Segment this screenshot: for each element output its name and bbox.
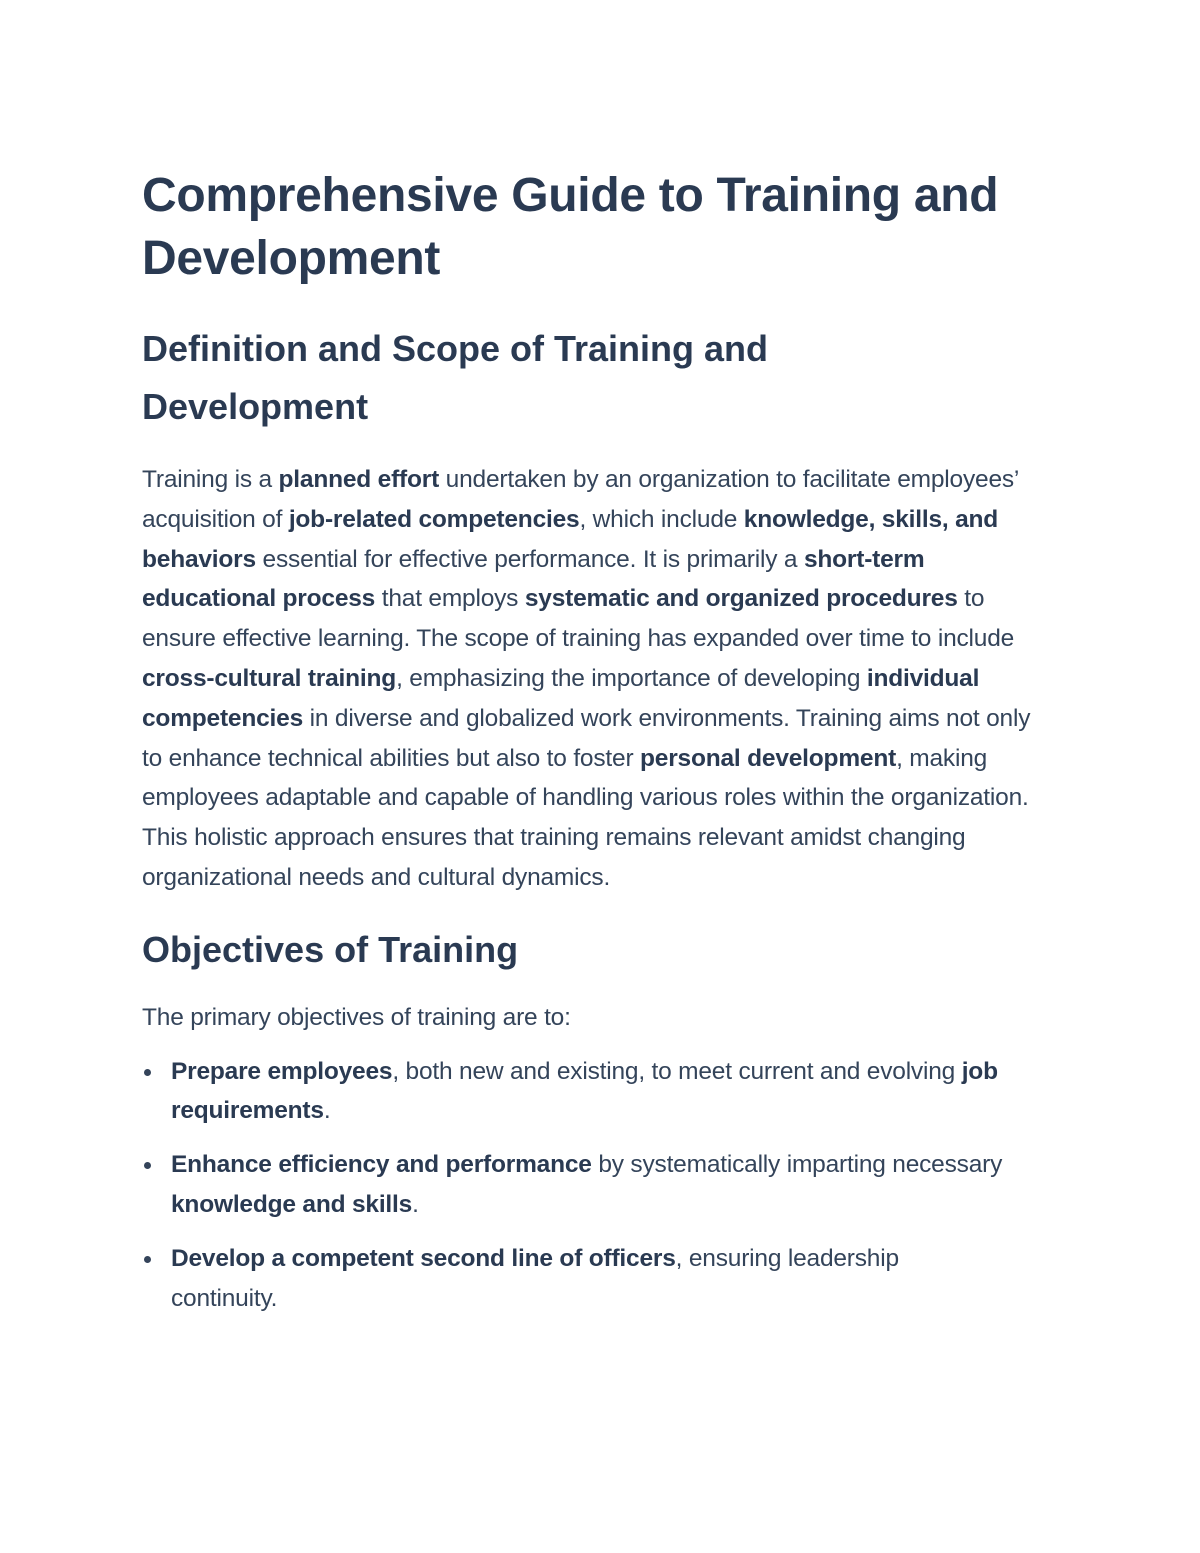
bold-phrase: planned effort bbox=[278, 466, 440, 493]
text-run: that employs bbox=[375, 585, 525, 613]
definition-paragraph bbox=[142, 460, 1054, 898]
objective-list-item bbox=[142, 1239, 1011, 1319]
section-heading-objectives: Objectives of Training bbox=[142, 928, 519, 970]
bullet-dot-icon bbox=[144, 1162, 151, 1169]
bold-phrase: systematic and organized procedures bbox=[524, 585, 958, 613]
bold-phrase: Enhance efficiency and performance bbox=[171, 1151, 592, 1179]
text-run: , emphasizing the importance of developing bbox=[396, 664, 867, 692]
text-run: , which include bbox=[579, 505, 744, 533]
objectives-list bbox=[142, 1052, 1050, 1319]
objective-list-item bbox=[142, 1145, 1011, 1225]
text-run: Training is a bbox=[142, 466, 279, 493]
objectives-intro: The primary objectives of training are to: bbox=[142, 1003, 571, 1031]
text-run: , both new and existing, to meet current and evolving bbox=[392, 1057, 962, 1085]
bold-phrase: short-term educational process bbox=[142, 545, 925, 613]
bold-phrase: Prepare employees bbox=[171, 1057, 393, 1085]
document-title: Comprehensive Guide to Training and Development bbox=[142, 169, 999, 285]
text-run: , making employees adaptable and capable of handling various roles within the organization. This holistic approach ensures that training remains relevant amidst changing organizational needs and cultural dynamics. bbox=[142, 744, 1029, 891]
bold-phrase: job requirements bbox=[171, 1057, 998, 1125]
objective-text bbox=[171, 1058, 998, 1125]
bold-phrase: job-related competencies bbox=[288, 505, 580, 533]
text-run: essential for effective performance. It is primarily a bbox=[255, 545, 804, 573]
text-run: to ensure effective learning. The scope of training has expanded over time to include bbox=[142, 585, 1015, 653]
bullet-dot-icon bbox=[144, 1256, 151, 1263]
text-run: . bbox=[323, 1097, 331, 1125]
text-run: in diverse and globalized work environments. Training aims not only to enhance technical abilities but also to foster bbox=[142, 704, 1031, 772]
bold-phrase: cross-cultural training bbox=[142, 664, 397, 692]
objective-text bbox=[171, 1151, 1002, 1218]
bold-phrase: knowledge, skills, and behaviors bbox=[142, 505, 999, 573]
bullet-dot-icon bbox=[144, 1069, 151, 1076]
bold-phrase: personal development bbox=[640, 744, 897, 772]
bold-phrase: individual competencies bbox=[142, 664, 980, 732]
text-run: undertaken by an organization to facilitate employees’ acquisition of bbox=[142, 466, 1019, 533]
text-run: by systematically imparting necessary bbox=[591, 1151, 1003, 1179]
objective-text bbox=[171, 1245, 899, 1312]
objective-list-item bbox=[142, 1052, 1011, 1132]
text-run: , ensuring leadership continuity. bbox=[171, 1244, 899, 1312]
text-run: . bbox=[412, 1190, 419, 1218]
section-heading-definition: Definition and Scope of Training and Development bbox=[142, 328, 769, 427]
bold-phrase: knowledge and skills bbox=[171, 1190, 413, 1218]
bold-phrase: Develop a competent second line of officers bbox=[171, 1244, 676, 1272]
